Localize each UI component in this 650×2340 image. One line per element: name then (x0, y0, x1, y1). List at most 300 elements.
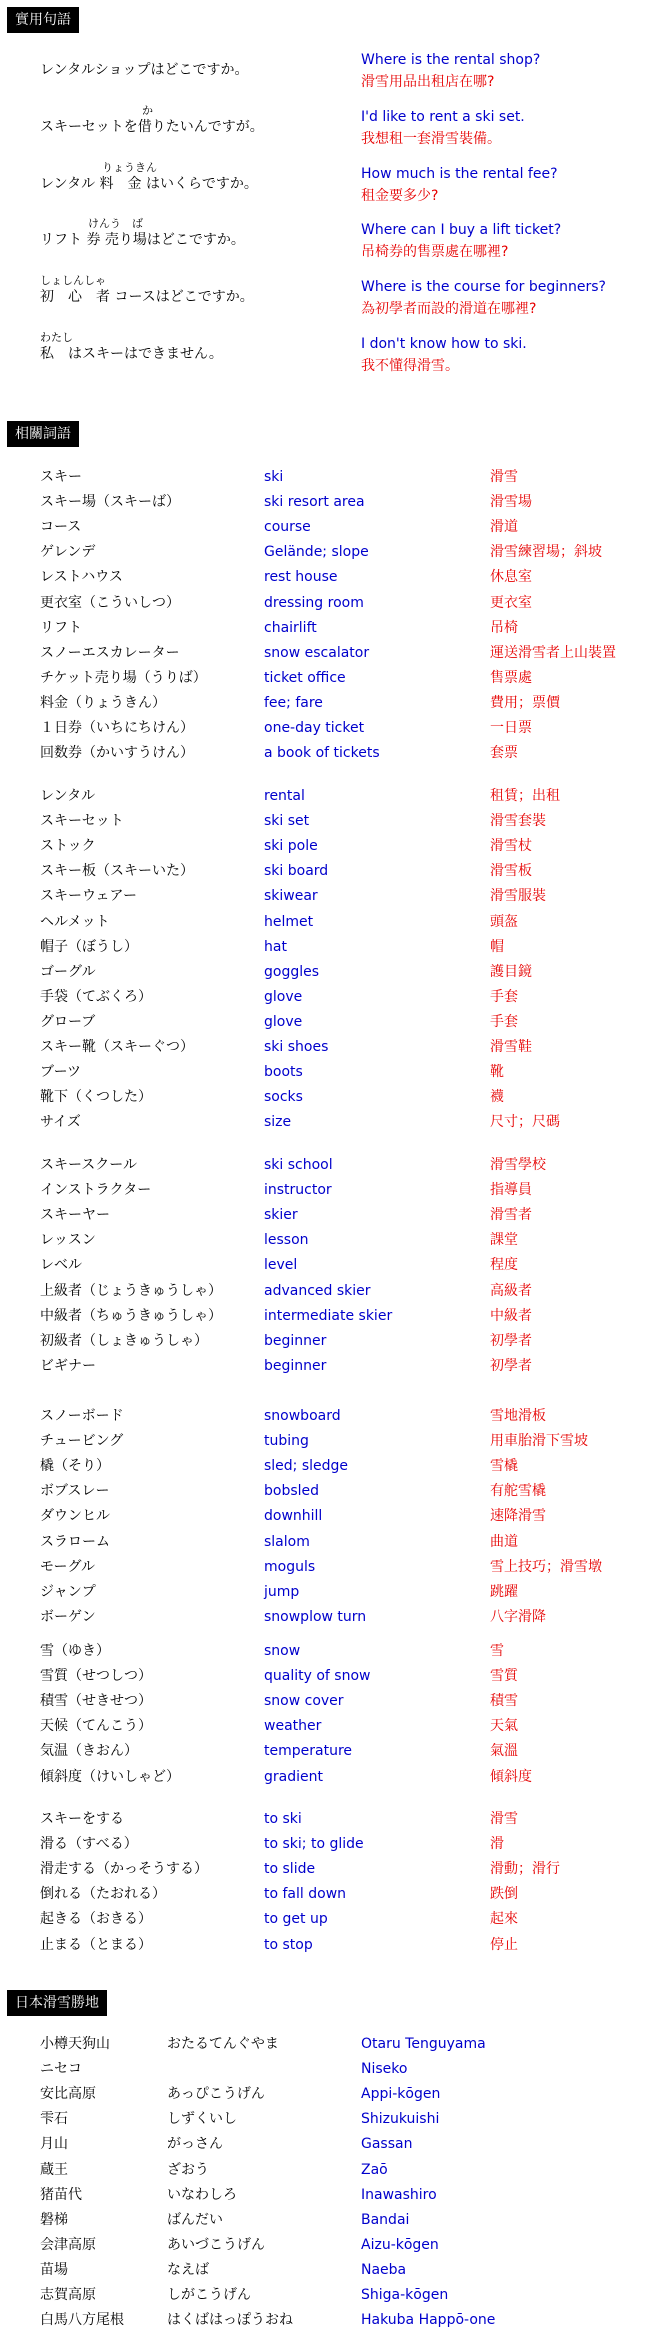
phrase-chinese: 吊椅券的售票處在哪裡? (361, 244, 509, 260)
vocab-row (0, 1454, 650, 1479)
vocab-english: instructor (264, 1182, 332, 1199)
vocab-row (0, 1479, 650, 1504)
vocab-japanese: 中級者（ちゅうきゅうしゃ） (40, 1307, 222, 1324)
phrase-row (0, 105, 650, 157)
phrase-row (0, 48, 650, 100)
ski-spot-romaji: Gassan (361, 2136, 413, 2153)
vocab-chinese: 滑雪練習場；斜坡 (490, 544, 602, 561)
vocab-row (0, 1085, 650, 1110)
ski-spot-romaji: Niseko (361, 2061, 408, 2078)
vocab-chinese: 襪 (490, 1089, 504, 1106)
vocab-japanese: スノーボード (40, 1408, 124, 1424)
vocab-row (0, 1304, 650, 1329)
ski-spot-kana: ざおう (167, 2161, 209, 2178)
ski-spot-name: 蔵王 (40, 2161, 68, 2178)
ski-spot-kana: あいづこうげん (167, 2236, 265, 2253)
vocab-japanese: ジャンプ (40, 1583, 96, 1600)
vocab-chinese: 尺寸；尺碼 (490, 1114, 560, 1131)
vocab-japanese: スキーヤー (40, 1207, 110, 1224)
vocab-row (0, 666, 650, 691)
vocab-chinese: 起來 (490, 1911, 518, 1928)
ski-spot-name: 安比高原 (40, 2086, 96, 2103)
vocab-chinese: 雪地滑板 (490, 1408, 546, 1424)
vocab-chinese: 租賃；出租 (490, 788, 560, 804)
vocab-japanese: １日券（いちにちけん） (40, 720, 194, 736)
vocab-english: socks (264, 1089, 303, 1106)
vocab-row (0, 616, 650, 641)
vocab-japanese: コース (40, 519, 82, 536)
vocab-japanese: レストハウス (40, 569, 123, 586)
phrase-row (0, 218, 650, 270)
vocab-chinese: 停止 (490, 1936, 518, 1953)
vocab-japanese: ブーツ (40, 1064, 82, 1081)
vocab-japanese: スラローム (40, 1533, 110, 1550)
vocab-chinese: 雪橇 (490, 1458, 518, 1475)
ski-spot-kana: ばんだい (167, 2211, 223, 2228)
vocab-row (0, 1689, 650, 1714)
vocab-english: bobsled (264, 1483, 320, 1500)
ski-spot-name: 雫石 (40, 2111, 68, 2128)
ski-spot-row (0, 2107, 650, 2132)
vocab-english: downhill (264, 1508, 323, 1525)
vocab-japanese: スノーエスカレーター (40, 644, 180, 661)
vocab-japanese: サイズ (40, 1114, 81, 1131)
vocab-row (0, 515, 650, 540)
vocab-japanese: スキーをする (40, 1811, 124, 1827)
vocab-english: to ski (264, 1811, 302, 1827)
ski-spot-row (0, 2032, 650, 2057)
vocab-chinese: 滑道 (490, 519, 518, 536)
vocab-chinese: 一日票 (490, 720, 532, 736)
vocab-chinese: 高級者 (490, 1282, 532, 1299)
vocab-chinese: 八字滑降 (490, 1608, 546, 1625)
phrase-japanese: スキーセットを借りたいんですが。 (40, 119, 264, 135)
vocab-japanese: 天候（てんこう） (40, 1718, 152, 1735)
ski-spot-romaji: Otaru Tenguyama (361, 2036, 486, 2052)
vocab-japanese: 止まる（とまる） (40, 1936, 152, 1953)
phrase-japanese: 初 心 者 コースはどこですか。 (40, 289, 254, 305)
vocab-japanese: スキー板（スキーいた） (40, 863, 194, 880)
vocab-chinese: 雪上技巧；滑雪墩 (490, 1558, 602, 1575)
vocab-row (0, 1765, 650, 1790)
vocab-row (0, 1832, 650, 1857)
ski-spot-kana: しがこうげん (167, 2287, 251, 2303)
vocab-english: course (264, 519, 311, 536)
vocab-row (0, 1605, 650, 1630)
vocab-chinese: 帽 (490, 938, 504, 955)
phrase-row (0, 275, 650, 327)
ski-spot-row (0, 2258, 650, 2283)
vocab-japanese: チュービング (40, 1433, 124, 1450)
vocab-chinese: 滑雪場 (490, 494, 532, 511)
phrase-english: Where is the rental shop? (361, 52, 541, 68)
vocab-japanese: 更衣室（こういしつ） (40, 594, 180, 611)
ski-spot-romaji: Shiga-kōgen (361, 2287, 449, 2303)
vocab-english: beginner (264, 1332, 327, 1349)
phrase-row (0, 162, 650, 214)
vocab-chinese: 手套 (490, 1013, 518, 1030)
phrase-furigana: りょうきん (102, 161, 157, 174)
vocab-english: to stop (264, 1936, 313, 1953)
vocab-english: to fall down (264, 1886, 347, 1903)
ski-spot-name: 小樽天狗山 (40, 2036, 110, 2052)
ski-spot-romaji: Hakuba Happō-one (361, 2312, 496, 2329)
vocab-chinese: 雪質 (490, 1668, 518, 1685)
vocab-english: ski board (264, 863, 329, 880)
vocab-row (0, 1035, 650, 1060)
vocab-section-title: 相關詞語 (7, 421, 79, 447)
vocab-english: temperature (264, 1743, 352, 1760)
vocab-row (0, 691, 650, 716)
vocab-row (0, 960, 650, 985)
vocab-chinese: 雪 (490, 1643, 504, 1659)
vocab-japanese: スキー靴（スキーぐつ） (40, 1039, 194, 1055)
vocab-chinese: 中級者 (490, 1307, 532, 1324)
vocab-chinese: 售票處 (490, 669, 532, 686)
vocab-japanese: レンタル (40, 788, 96, 804)
ski-spot-kana: しずくいし (167, 2111, 237, 2128)
ski-spot-name: ニセコ (40, 2061, 82, 2078)
ski-spot-row (0, 2183, 650, 2208)
ski-spot-romaji: Zaō (361, 2161, 388, 2178)
phrase-chinese: 租金要多少? (361, 188, 439, 204)
vocab-english: level (264, 1257, 298, 1274)
vocab-row (0, 1857, 650, 1882)
vocab-row (0, 1429, 650, 1454)
vocab-chinese: 程度 (490, 1257, 518, 1274)
vocab-english: ski resort area (264, 494, 365, 511)
vocab-row (0, 1329, 650, 1354)
vocab-chinese: 滑雪杖 (490, 838, 532, 855)
vocab-japanese: スキースクール (40, 1157, 138, 1173)
vocab-row (0, 1178, 650, 1203)
vocab-japanese: ダウンヒル (40, 1508, 110, 1525)
vocab-chinese: 滑雪板 (490, 863, 532, 880)
phrase-row (0, 332, 650, 384)
ski-spot-romaji: Appi-kōgen (361, 2086, 441, 2103)
phrase-japanese: レンタル 料 金 はいくらですか。 (40, 176, 258, 192)
vocab-japanese: 料金（りょうきん） (40, 694, 166, 711)
vocab-row (0, 1664, 650, 1689)
vocab-english: tubing (264, 1433, 309, 1450)
vocab-japanese: スキーウェアー (40, 888, 138, 905)
vocab-english: fee; fare (264, 694, 323, 711)
vocab-japanese: 帽子（ぼうし） (40, 938, 138, 955)
ski-spot-row (0, 2132, 650, 2157)
vocab-row (0, 1010, 650, 1035)
vocab-english: size (264, 1114, 292, 1131)
vocab-english: rest house (264, 569, 338, 586)
vocab-english: jump (264, 1583, 300, 1600)
ski-spot-name: 猪苗代 (40, 2186, 82, 2203)
vocab-english: snow cover (264, 1693, 344, 1710)
vocab-japanese: 気温（きおん） (40, 1743, 138, 1760)
vocab-chinese: 滑雪套裝 (490, 813, 546, 830)
phrase-furigana: けんう ば (88, 217, 143, 230)
vocab-chinese: 速降滑雪 (490, 1508, 546, 1525)
vocab-english: ski (264, 469, 284, 485)
vocab-chinese: 初學者 (490, 1357, 532, 1374)
vocab-english: lesson (264, 1232, 309, 1249)
vocab-japanese: 橇（そり） (40, 1458, 110, 1475)
vocab-english: Gelände; slope (264, 544, 369, 561)
vocab-chinese: 滑雪學校 (490, 1157, 546, 1173)
vocab-row (0, 741, 650, 766)
vocab-english: to slide (264, 1861, 316, 1878)
vocab-row (0, 1714, 650, 1739)
phrase-english: How much is the rental fee? (361, 166, 558, 182)
vocab-chinese: 滑雪服裝 (490, 888, 546, 905)
vocab-japanese: 滑る（すべる） (40, 1836, 138, 1853)
vocab-chinese: 傾斜度 (490, 1768, 532, 1785)
vocab-chinese: 靴 (490, 1064, 504, 1081)
vocab-japanese: ビギナー (40, 1357, 96, 1374)
vocab-row (0, 1228, 650, 1253)
ski-spot-romaji: Inawashiro (361, 2186, 437, 2203)
vocab-japanese: 上級者（じょうきゅうしゃ） (40, 1282, 222, 1299)
vocab-chinese: 天氣 (490, 1718, 518, 1735)
vocab-chinese: 護目鏡 (490, 963, 532, 980)
vocab-japanese: スキー (40, 469, 82, 485)
vocab-japanese: ボーゲン (40, 1608, 96, 1625)
vocab-row (0, 834, 650, 859)
phrase-english: Where is the course for beginners? (361, 279, 606, 295)
vocab-row (0, 1882, 650, 1907)
vocab-english: snow escalator (264, 644, 370, 661)
ski-spot-kana: いなわしろ (167, 2186, 237, 2203)
phrase-english: I don't know how to ski. (361, 336, 527, 352)
ski-spot-row (0, 2208, 650, 2233)
vocab-row (0, 1580, 650, 1605)
vocab-chinese: 跌倒 (490, 1886, 518, 1903)
vocab-row (0, 910, 650, 935)
vocab-english: sled; sledge (264, 1458, 349, 1475)
vocab-english: glove (264, 988, 303, 1005)
vocab-japanese: スキー場（スキーば） (40, 494, 180, 511)
vocab-chinese: 滑動；滑行 (490, 1861, 560, 1878)
vocab-japanese: レベル (40, 1257, 82, 1274)
phrase-furigana: わたし (40, 331, 73, 344)
vocab-row (0, 465, 650, 490)
ski-spot-name: 志賀高原 (40, 2287, 96, 2303)
vocab-row (0, 490, 650, 515)
vocab-english: chairlift (264, 619, 317, 636)
ski-spot-row (0, 2057, 650, 2082)
ski-spot-romaji: Shizukuishi (361, 2111, 440, 2128)
vocab-japanese: 雪質（せつしつ） (40, 1668, 152, 1685)
vocab-chinese: 休息室 (490, 569, 532, 586)
ski-spot-row (0, 2082, 650, 2107)
vocab-chinese: 氣溫 (490, 1743, 518, 1760)
vocab-english: rental (264, 788, 305, 804)
ski-spot-kana: なえば (167, 2261, 209, 2278)
vocab-english: advanced skier (264, 1282, 371, 1299)
vocab-row (0, 1203, 650, 1228)
vocab-row (0, 784, 650, 809)
phrase-english: I'd like to rent a ski set. (361, 109, 525, 125)
vocab-japanese: スキーセット (40, 813, 124, 830)
ski-spot-kana: がっさん (167, 2136, 223, 2153)
vocab-row (0, 716, 650, 741)
vocab-chinese: 吊椅 (490, 619, 518, 636)
vocab-row (0, 1555, 650, 1580)
phrase-chinese: 為初學者而設的滑道在哪裡? (361, 301, 537, 317)
vocab-english: boots (264, 1064, 303, 1081)
vocab-japanese: 回数券（かいすうけん） (40, 745, 194, 762)
vocab-row (0, 985, 650, 1010)
ski-spot-name: 月山 (40, 2136, 68, 2153)
vocab-english: quality of snow (264, 1668, 371, 1685)
vocab-japanese: 倒れる（たおれる） (40, 1886, 166, 1903)
vocab-english: snow (264, 1643, 301, 1659)
vocab-japanese: 滑走する（かっそうする） (40, 1861, 208, 1878)
ski-spot-name: 磐梯 (40, 2211, 68, 2228)
phrase-english: Where can I buy a lift ticket? (361, 222, 562, 238)
vocab-chinese: 費用；票價 (490, 694, 560, 711)
vocab-chinese: 滑 (490, 1836, 504, 1853)
vocab-english: hat (264, 938, 287, 955)
ski-spot-row (0, 2158, 650, 2183)
vocab-row (0, 540, 650, 565)
vocab-japanese: 積雪（せきせつ） (40, 1693, 152, 1710)
vocab-chinese: 滑雪鞋 (490, 1039, 532, 1055)
vocab-japanese: ヘルメット (40, 913, 110, 930)
vocab-english: ticket office (264, 669, 346, 686)
vocab-chinese: 積雪 (490, 1693, 518, 1710)
vocab-english: goggles (264, 963, 320, 980)
vocab-english: to get up (264, 1911, 328, 1928)
ski-spot-name: 白馬八方尾根 (40, 2312, 124, 2329)
phrase-japanese: リフト 券 売り場はどこですか。 (40, 232, 245, 248)
vocab-row (0, 591, 650, 616)
vocab-english: gradient (264, 1768, 323, 1785)
vocab-chinese: 跳躍 (490, 1583, 518, 1600)
vocab-chinese: 用車胎滑下雪坡 (490, 1433, 588, 1450)
vocab-english: skier (264, 1207, 298, 1224)
ski-spot-kana: おたるてんぐやま (167, 2036, 279, 2052)
vocab-row (0, 1530, 650, 1555)
vocab-japanese: 初級者（しょきゅうしゃ） (40, 1332, 208, 1349)
vocab-row (0, 1279, 650, 1304)
vocab-row (0, 641, 650, 666)
ski-spot-romaji: Aizu-kōgen (361, 2236, 439, 2253)
ski-spot-kana: あっぴこうげん (167, 2086, 265, 2103)
vocab-row (0, 1253, 650, 1278)
ski-spot-kana: はくばはっぽうおね (167, 2312, 293, 2329)
vocab-english: weather (264, 1718, 322, 1735)
vocab-chinese: 有舵雪橇 (490, 1483, 546, 1500)
vocab-chinese: 課堂 (490, 1232, 518, 1249)
vocab-chinese: 曲道 (490, 1533, 518, 1550)
vocab-english: ski school (264, 1157, 333, 1173)
vocab-row (0, 859, 650, 884)
vocab-english: beginner (264, 1357, 327, 1374)
vocab-row (0, 1504, 650, 1529)
vocab-row (0, 1807, 650, 1832)
vocab-japanese: 手袋（てぶくろ） (40, 988, 152, 1005)
vocab-chinese: 套票 (490, 745, 518, 762)
vocab-english: ski set (264, 813, 310, 830)
vocab-japanese: レッスン (40, 1232, 96, 1249)
vocab-chinese: 指導員 (490, 1182, 532, 1199)
phrases-section-title: 實用句語 (7, 7, 79, 33)
vocab-row (0, 1404, 650, 1429)
ski-spot-row (0, 2233, 650, 2258)
vocab-japanese: グローブ (40, 1013, 96, 1030)
vocab-row (0, 565, 650, 590)
vocab-row (0, 1739, 650, 1764)
ski-spot-name: 会津高原 (40, 2236, 96, 2253)
vocab-english: slalom (264, 1533, 310, 1550)
phrase-furigana: か (142, 104, 153, 117)
vocab-japanese: 傾斜度（けいしゃど） (40, 1768, 180, 1785)
vocab-row (0, 1639, 650, 1664)
phrase-chinese: 我想租一套滑雪裝備。 (361, 131, 501, 147)
vocab-chinese: 初學者 (490, 1332, 532, 1349)
vocab-japanese: ボブスレー (40, 1483, 110, 1500)
vocab-japanese: 雪（ゆき） (40, 1643, 110, 1659)
vocab-english: moguls (264, 1558, 316, 1575)
vocab-chinese: 手套 (490, 988, 518, 1005)
vocab-japanese: チケット売り場（うりば） (40, 669, 207, 686)
vocab-english: ski shoes (264, 1039, 329, 1055)
phrase-chinese: 我不懂得滑雪。 (361, 358, 459, 374)
vocab-english: to ski; to glide (264, 1836, 364, 1853)
vocab-japanese: リフト (40, 619, 82, 636)
vocab-row (0, 809, 650, 834)
phrase-chinese: 滑雪用品出租店在哪? (361, 74, 495, 90)
ski-spot-romaji: Naeba (361, 2261, 407, 2278)
spots-section-title: 日本滑雪勝地 (7, 1990, 107, 2016)
vocab-row (0, 1110, 650, 1135)
vocab-japanese: 起きる（おきる） (40, 1911, 152, 1928)
vocab-english: dressing room (264, 594, 364, 611)
vocab-row (0, 1907, 650, 1932)
vocab-english: helmet (264, 913, 314, 930)
vocab-english: snowboard (264, 1408, 341, 1424)
vocab-row (0, 1060, 650, 1085)
vocab-chinese: 運送滑雪者上山裝置 (490, 644, 616, 661)
vocab-row (0, 884, 650, 909)
vocab-english: snowplow turn (264, 1608, 367, 1625)
vocab-english: ski pole (264, 838, 318, 855)
vocab-japanese: 靴下（くつした） (40, 1089, 152, 1106)
vocab-english: a book of tickets (264, 745, 380, 762)
vocab-japanese: ストック (40, 838, 96, 855)
vocab-chinese: 滑雪者 (490, 1207, 532, 1224)
vocab-english: intermediate skier (264, 1307, 393, 1324)
vocab-japanese: ゴーグル (40, 963, 96, 980)
vocab-row (0, 1153, 650, 1178)
ski-spot-row (0, 2308, 650, 2333)
vocab-row (0, 1933, 650, 1958)
vocab-english: one-day ticket (264, 720, 365, 736)
vocab-japanese: ゲレンデ (40, 544, 96, 561)
vocab-chinese: 滑雪 (490, 469, 518, 485)
vocab-chinese: 滑雪 (490, 1811, 518, 1827)
ski-spot-romaji: Bandai (361, 2211, 410, 2228)
vocab-japanese: モーグル (40, 1558, 96, 1575)
vocab-chinese: 更衣室 (490, 594, 532, 611)
phrase-japanese: 私 はスキーはできません。 (40, 346, 223, 362)
vocab-row (0, 1354, 650, 1379)
vocab-english: skiwear (264, 888, 318, 905)
phrase-furigana: しょしんしゃ (40, 274, 106, 287)
vocab-english: glove (264, 1013, 303, 1030)
ski-spot-name: 苗場 (40, 2261, 68, 2278)
phrase-japanese: レンタルショップはどこですか。 (40, 62, 249, 78)
ski-spot-row (0, 2283, 650, 2308)
